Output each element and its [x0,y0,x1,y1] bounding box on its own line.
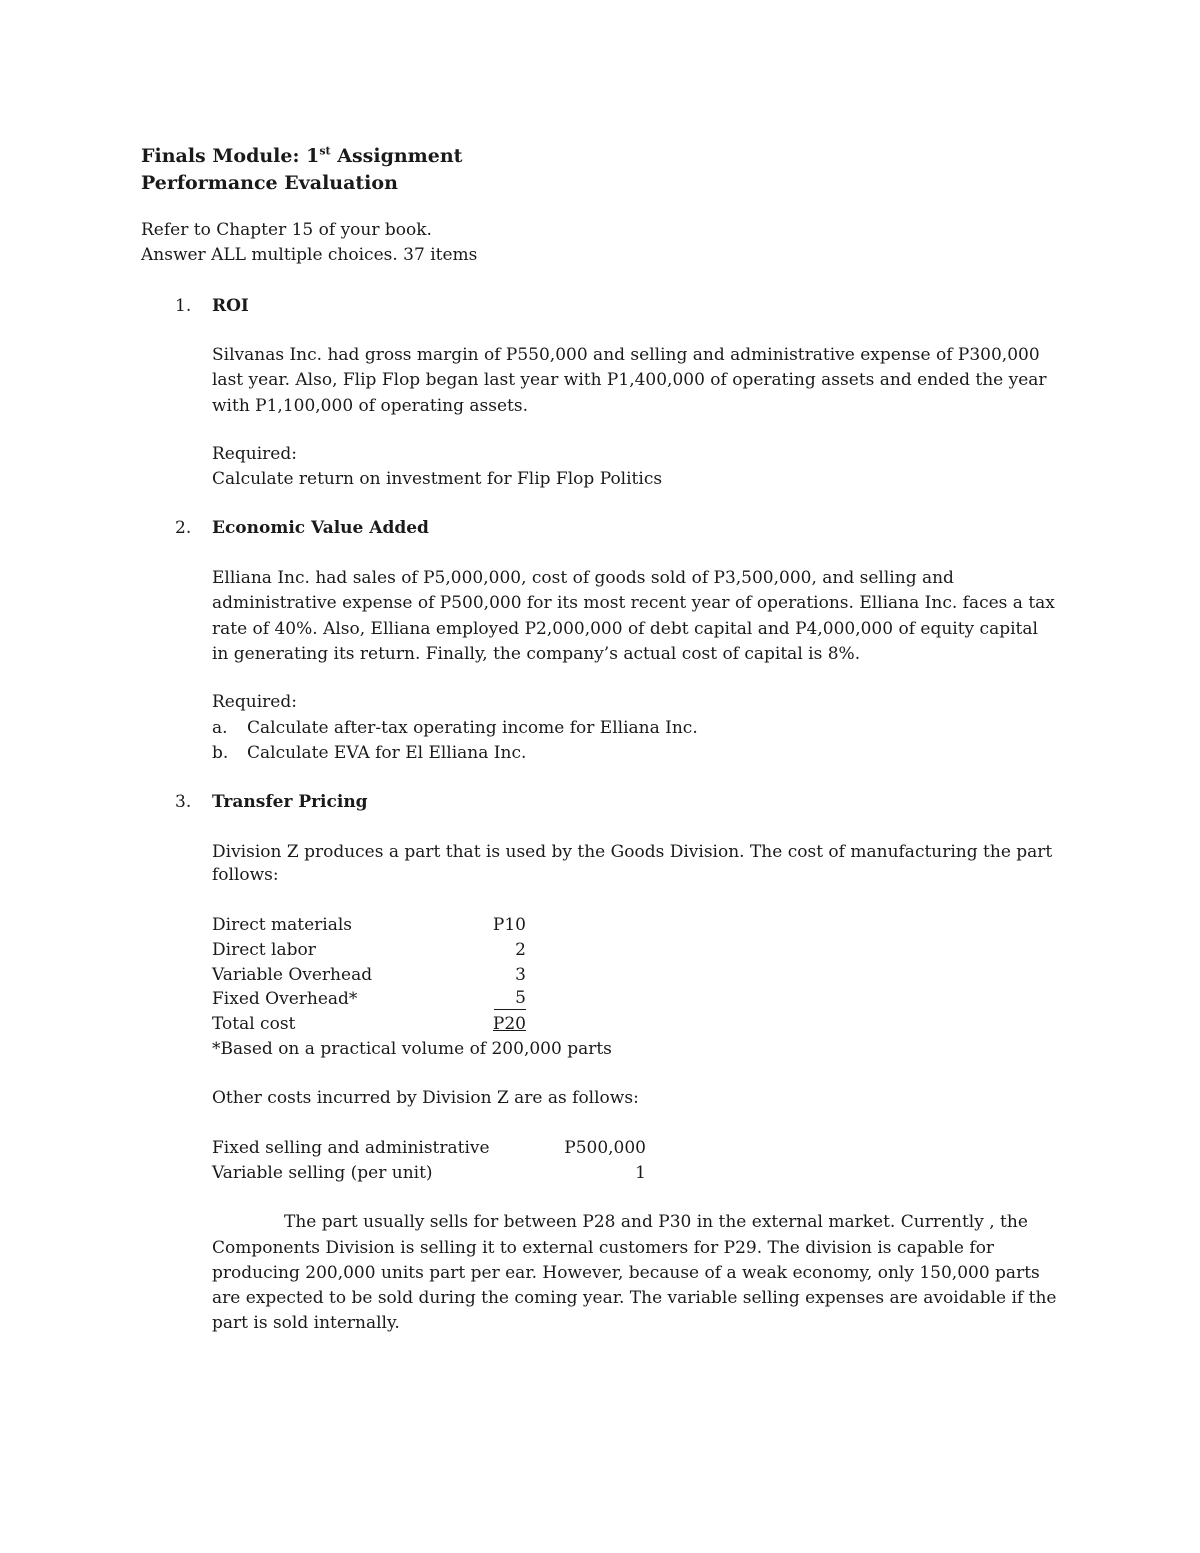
q2-item-b-marker: b. [212,743,229,763]
q2-heading: Economic Value Added [212,518,429,538]
q2-body-line-1: Elliana Inc. had sales of P5,000,000, cost of goods sold of P3,500,000, and selling and [212,568,954,588]
q3-intro-line-2: follows: [212,865,279,885]
q1-body-line-2: last year. Also, Flip Flop began last year with P1,400,000 of operating assets and ended the year [212,370,1047,390]
q1-required-text: Calculate return on investment for Flip Flop Politics [212,469,663,489]
closing-line-2: Components Division is selling it to external customers for P29. The division is capable for [212,1238,995,1258]
cost-row-label: Variable Overhead [212,965,373,985]
q2-body-line-4: in generating its return. Finally, the company’s actual cost of capital is 8%. [212,644,861,664]
q2-required-label: Required: [212,692,297,712]
q1-heading: ROI [212,296,249,316]
q3-intro-line-1: Division Z produces a part that is used by the Goods Division. The cost of manufacturing the part [212,842,1053,862]
page-title: Finals Module: 1st Assignment [141,144,463,167]
cost-row-label: Fixed Overhead* [212,989,358,1009]
cost-total-value: P20 [492,1014,526,1034]
q1-number: 1. [175,296,192,316]
q3-number: 3. [175,792,192,812]
closing-line-1: The part usually sells for between P28 and P30 in the external market. Currently , the [284,1212,1028,1232]
q1-body-line-3: with P1,100,000 of operating assets. [212,396,529,416]
closing-line-4: are expected to be sold during the coming year. The variable selling expenses are avoidable if the [212,1288,1057,1308]
q2-item-a-text: Calculate after-tax operating income for Elliana Inc. [247,718,698,738]
q3-heading: Transfer Pricing [212,792,368,812]
q2-item-a-marker: a. [212,718,228,738]
cost-row-value-underlined: 5 [494,987,526,1010]
q2-body-line-3: rate of 40%. Also, Elliana employed P2,000,000 of debt capital and P4,000,000 of equity capital [212,619,1038,639]
other-cost-value: P500,000 [564,1138,646,1158]
other-cost-label: Fixed selling and administrative [212,1138,490,1158]
closing-line-3: producing 200,000 units part per ear. However, because of a weak economy, only 150,000 parts [212,1263,1040,1283]
intro-line-2: Answer ALL multiple choices. 37 items [141,245,478,265]
closing-line-5: part is sold internally. [212,1313,400,1333]
q2-item-b-text: Calculate EVA for El Elliana Inc. [247,743,527,763]
q1-body-line-1: Silvanas Inc. had gross margin of P550,000 and selling and administrative expense of P300,000 [212,345,1040,365]
cost-row-value: 2 [515,940,526,960]
page-subtitle: Performance Evaluation [141,172,398,194]
other-cost-value: 1 [635,1163,646,1183]
cost-row-label: Direct labor [212,940,316,960]
cost-row-value: 3 [515,965,526,985]
cost-row-label: Direct materials [212,915,353,935]
cost-total-label: Total cost [212,1014,296,1034]
q2-number: 2. [175,518,192,538]
title-superscript: st [319,144,331,158]
other-costs-intro: Other costs incurred by Division Z are as follows: [212,1088,639,1108]
q1-required-label: Required: [212,444,297,464]
intro-line-1: Refer to Chapter 15 of your book. [141,220,432,240]
cost-footnote: *Based on a practical volume of 200,000 parts [212,1039,612,1059]
cost-row-value: P10 [492,915,526,935]
q2-body-line-2: administrative expense of P500,000 for its most recent year of operations. Elliana Inc. faces a tax [212,593,1055,613]
other-cost-label: Variable selling (per unit) [212,1163,433,1183]
